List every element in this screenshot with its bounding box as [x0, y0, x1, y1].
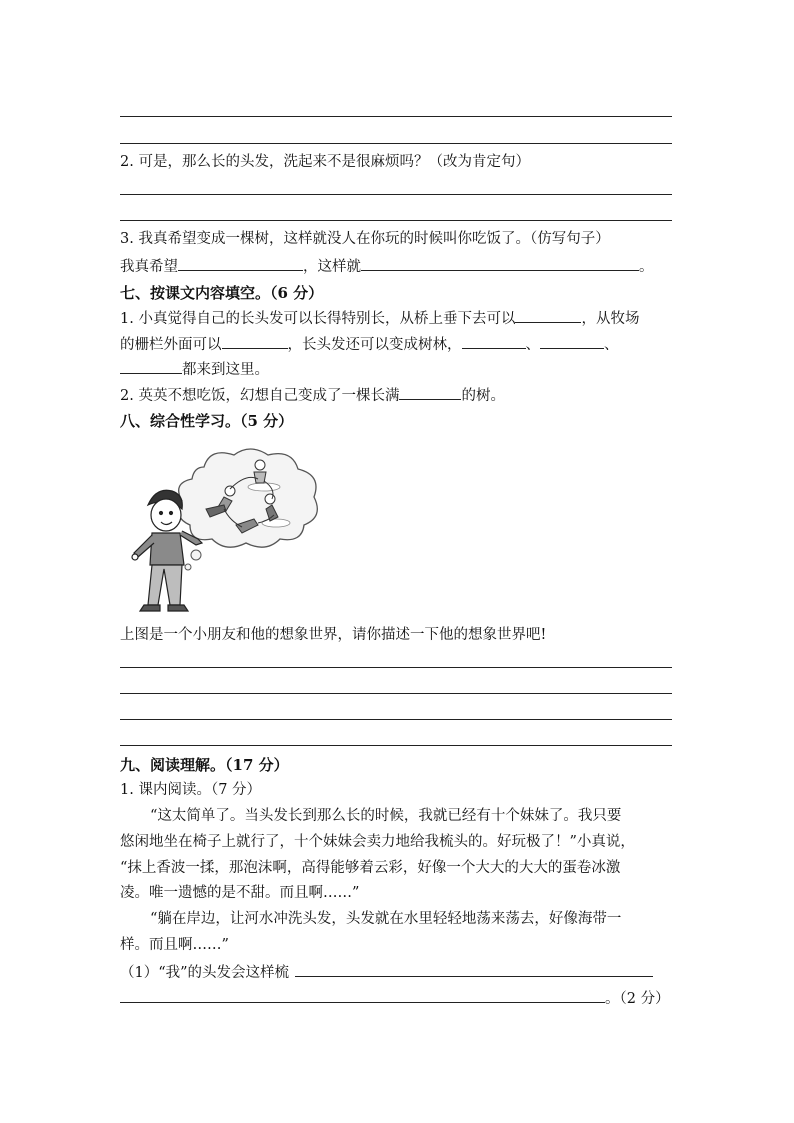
fill-blank[interactable]: [361, 256, 639, 271]
text-segment: ，从牧场: [581, 311, 640, 327]
text-segment: 都来到这里。: [182, 362, 269, 378]
question-text: 上图是一个小朋友和他的想象世界，请你描述一下他的想象世界吧!: [120, 627, 547, 643]
text-segment: ，长头发还可以变成树林，: [287, 337, 462, 353]
answer-line[interactable]: [120, 719, 672, 720]
boy-imagination-illustration: [126, 445, 326, 620]
answer-line[interactable]: [120, 745, 672, 746]
fill-blank[interactable]: [515, 308, 581, 323]
section-heading: 八、综合性学习。（5 分）: [120, 412, 294, 430]
text-segment: 、: [525, 337, 540, 353]
text-segment: 。（2 分）: [605, 991, 670, 1007]
text-segment: 、: [604, 337, 619, 353]
question-text: [120, 334, 680, 355]
answer-line[interactable]: [120, 667, 672, 668]
illustration-svg: [126, 445, 326, 620]
text-segment: 。: [639, 259, 654, 275]
thought-cloud: [178, 449, 317, 547]
section-heading: 七、按课文内容填空。（6 分）: [120, 284, 324, 302]
answer-line[interactable]: [120, 143, 672, 144]
question-text: [120, 385, 680, 406]
passage-line: “这太简单了。当头发长到那么长的时候，我就已经有十个妹妹了。我只要: [150, 808, 622, 824]
question-fill-line: [120, 988, 680, 1009]
fill-blank[interactable]: [295, 962, 653, 977]
fill-blank[interactable]: [399, 385, 461, 400]
answer-line[interactable]: [120, 194, 672, 195]
answer-line[interactable]: [120, 116, 672, 117]
answer-line[interactable]: [120, 220, 672, 221]
sub-question: 1. 课内阅读。（7 分）: [120, 782, 262, 798]
passage-line: 凌。唯一遗憾的是不甜。而且啊……”: [120, 885, 360, 901]
fill-blank[interactable]: [540, 334, 604, 349]
text-segment: 的树。: [461, 388, 505, 404]
text-segment: （1）“我”的头发会这样梳: [120, 965, 290, 981]
section-heading: 九、阅读理解。（17 分）: [120, 756, 289, 774]
answer-line[interactable]: [120, 693, 672, 694]
question-text: [120, 962, 680, 983]
fill-blank[interactable]: [178, 256, 303, 271]
text-segment: 的栅栏外面可以: [120, 337, 222, 353]
passage-line: “抹上香波一揉，那泡沫啊，高得能够着云彩，好像一个大大的大大的蛋卷冰激: [120, 860, 621, 876]
fill-blank[interactable]: [120, 988, 605, 1003]
question-text: [120, 308, 680, 329]
passage-line: 样。而且啊……”: [120, 937, 229, 953]
fill-blank[interactable]: [222, 334, 288, 349]
text-segment: 2. 英英不想吃饭，幻想自己变成了一棵长满: [120, 388, 400, 404]
question-text: [120, 359, 680, 380]
passage-line: “躺在岸边，让河水冲洗头发，头发就在水里轻轻地荡来荡去，好像海带一: [150, 911, 622, 927]
text-segment: 我真希望: [120, 259, 178, 275]
question-text: 3. 我真希望变成一棵树，这样就没人在你玩的时候叫你吃饭了。（仿写句子）: [120, 231, 610, 247]
fill-blank[interactable]: [120, 359, 182, 374]
question-fill-line: [120, 256, 680, 277]
fill-blank[interactable]: [462, 334, 526, 349]
passage-line: 悠闲地坐在椅子上就行了，十个妹妹会卖力地给我梳头的。好玩极了！”小真说，: [120, 834, 635, 850]
text-segment: 1. 小真觉得自己的长头发可以长得特别长，从桥上垂下去可以: [120, 311, 516, 327]
question-text: 2. 可是，那么长的头发，洗起来不是很麻烦吗？（改为肯定句）: [120, 154, 530, 170]
text-segment: ，这样就: [303, 259, 361, 275]
